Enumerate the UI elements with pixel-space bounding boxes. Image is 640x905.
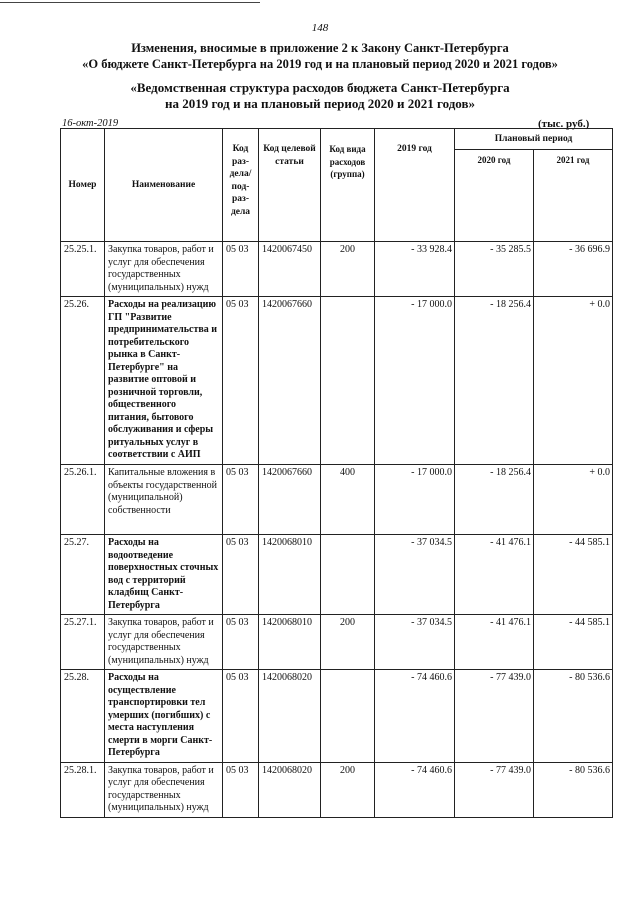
- row-expense-type: 200: [321, 762, 375, 817]
- document-subtitle-line-1: «Ведомственная структура расходов бюджета Санкт-Петербурга: [130, 80, 510, 95]
- row-section-code: 05 03: [223, 615, 259, 670]
- row-name: Расходы на осуществление транспортировки тел умерших (погибших) с места наступления смерти в морги Санкт-Петербурга: [105, 670, 223, 763]
- row-number: 25.25.1.: [61, 242, 105, 297]
- row-number: 25.28.1.: [61, 762, 105, 817]
- row-value-2019: - 33 928.4: [375, 242, 455, 297]
- row-target-code: 1420068020: [259, 670, 321, 763]
- row-target-code: 1420068010: [259, 535, 321, 615]
- header-2021: 2021 год: [534, 150, 613, 242]
- row-target-code: 1420067660: [259, 297, 321, 465]
- row-value-2019: - 17 000.0: [375, 465, 455, 535]
- header-2020: 2020 год: [455, 150, 534, 242]
- header-2019: 2019 год: [375, 129, 455, 242]
- row-value-2020: - 41 476.1: [455, 535, 534, 615]
- row-expense-type: 200: [321, 615, 375, 670]
- row-name: Закупка товаров, работ и услуг для обеспечения государственных (муниципальных) нужд: [105, 762, 223, 817]
- table-row: [61, 465, 613, 535]
- row-value-2021: + 0.0: [534, 297, 613, 465]
- row-value-2019: - 37 034.5: [375, 535, 455, 615]
- header-target: Код целевой статьи: [259, 129, 321, 242]
- row-expense-type: 400: [321, 465, 375, 535]
- row-number: 25.27.1.: [61, 615, 105, 670]
- table-row: [61, 535, 613, 615]
- header-name: Наименование: [105, 129, 223, 242]
- row-value-2021: - 44 585.1: [534, 535, 613, 615]
- row-target-code: 1420067660: [259, 465, 321, 535]
- row-value-2020: - 35 285.5: [455, 242, 534, 297]
- header-section: Код раз-дела/ под-раз-дела: [223, 129, 259, 242]
- row-value-2020: - 18 256.4: [455, 465, 534, 535]
- row-value-2020: - 41 476.1: [455, 615, 534, 670]
- row-value-2021: - 36 696.9: [534, 242, 613, 297]
- page-number: 148: [311, 22, 329, 34]
- row-value-2019: - 37 034.5: [375, 615, 455, 670]
- table-row: [61, 762, 613, 817]
- row-section-code: 05 03: [223, 297, 259, 465]
- document-title-line-2: «О бюджете Санкт-Петербурга на 2019 год и на плановый период 2020 и 2021 годов»: [82, 57, 558, 71]
- row-value-2019: - 17 000.0: [375, 297, 455, 465]
- row-number: 25.27.: [61, 535, 105, 615]
- row-name: Расходы на водоотведение поверхностных сточных вод с территорий кладбищ Санкт-Петербурга: [105, 535, 223, 615]
- row-section-code: 05 03: [223, 465, 259, 535]
- table-row: [61, 242, 613, 297]
- table-row: [61, 297, 613, 465]
- row-name: Закупка товаров, работ и услуг для обеспечения государственных (муниципальных) нужд: [105, 615, 223, 670]
- row-value-2021: - 44 585.1: [534, 615, 613, 670]
- row-section-code: 05 03: [223, 670, 259, 763]
- row-section-code: 05 03: [223, 535, 259, 615]
- row-name: Капитальные вложения в объекты государственной (муниципальной) собственности: [105, 465, 223, 535]
- row-expense-type: [321, 297, 375, 465]
- table-row: [61, 615, 613, 670]
- row-number: 25.26.1.: [61, 465, 105, 535]
- row-value-2021: - 80 536.6: [534, 670, 613, 763]
- row-value-2020: - 77 439.0: [455, 670, 534, 763]
- row-value-2021: + 0.0: [534, 465, 613, 535]
- row-value-2020: - 18 256.4: [455, 297, 534, 465]
- document-date: 16-окт-2019: [62, 118, 119, 129]
- row-target-code: 1420068020: [259, 762, 321, 817]
- row-name: Закупка товаров, работ и услуг для обеспечения государственных (муниципальных) нужд: [105, 242, 223, 297]
- row-value-2020: - 77 439.0: [455, 762, 534, 817]
- row-number: 25.26.: [61, 297, 105, 465]
- document-title-line-1: Изменения, вносимые в приложение 2 к Закону Санкт-Петербурга: [131, 41, 509, 55]
- row-number: 25.28.: [61, 670, 105, 763]
- row-name: Расходы на реализацию ГП "Развитие предпринимательства и потребительского рынка в Санкт-Петербурге" на развитие оптовой и розничной торговли, общественного питания, бытового обслуживания и сферы ритуальных услуг в соответствии с АИП: [105, 297, 223, 465]
- budget-table: [60, 128, 613, 818]
- top-rule: [0, 2, 260, 3]
- header-number: Номер: [61, 129, 105, 242]
- row-value-2019: - 74 460.6: [375, 670, 455, 763]
- header-expense-type: Код вида расходов (группа): [321, 129, 375, 242]
- row-expense-type: [321, 535, 375, 615]
- row-value-2019: - 74 460.6: [375, 762, 455, 817]
- row-expense-type: 200: [321, 242, 375, 297]
- row-expense-type: [321, 670, 375, 763]
- row-target-code: 1420068010: [259, 615, 321, 670]
- header-planned-period: Плановый период: [455, 129, 613, 150]
- row-target-code: 1420067450: [259, 242, 321, 297]
- row-section-code: 05 03: [223, 242, 259, 297]
- row-section-code: 05 03: [223, 762, 259, 817]
- row-value-2021: - 80 536.6: [534, 762, 613, 817]
- document-subtitle-line-2: на 2019 год и на плановый период 2020 и 2021 годов»: [164, 96, 475, 111]
- units-label: (тыс. руб.): [538, 118, 590, 130]
- table-row: [61, 670, 613, 763]
